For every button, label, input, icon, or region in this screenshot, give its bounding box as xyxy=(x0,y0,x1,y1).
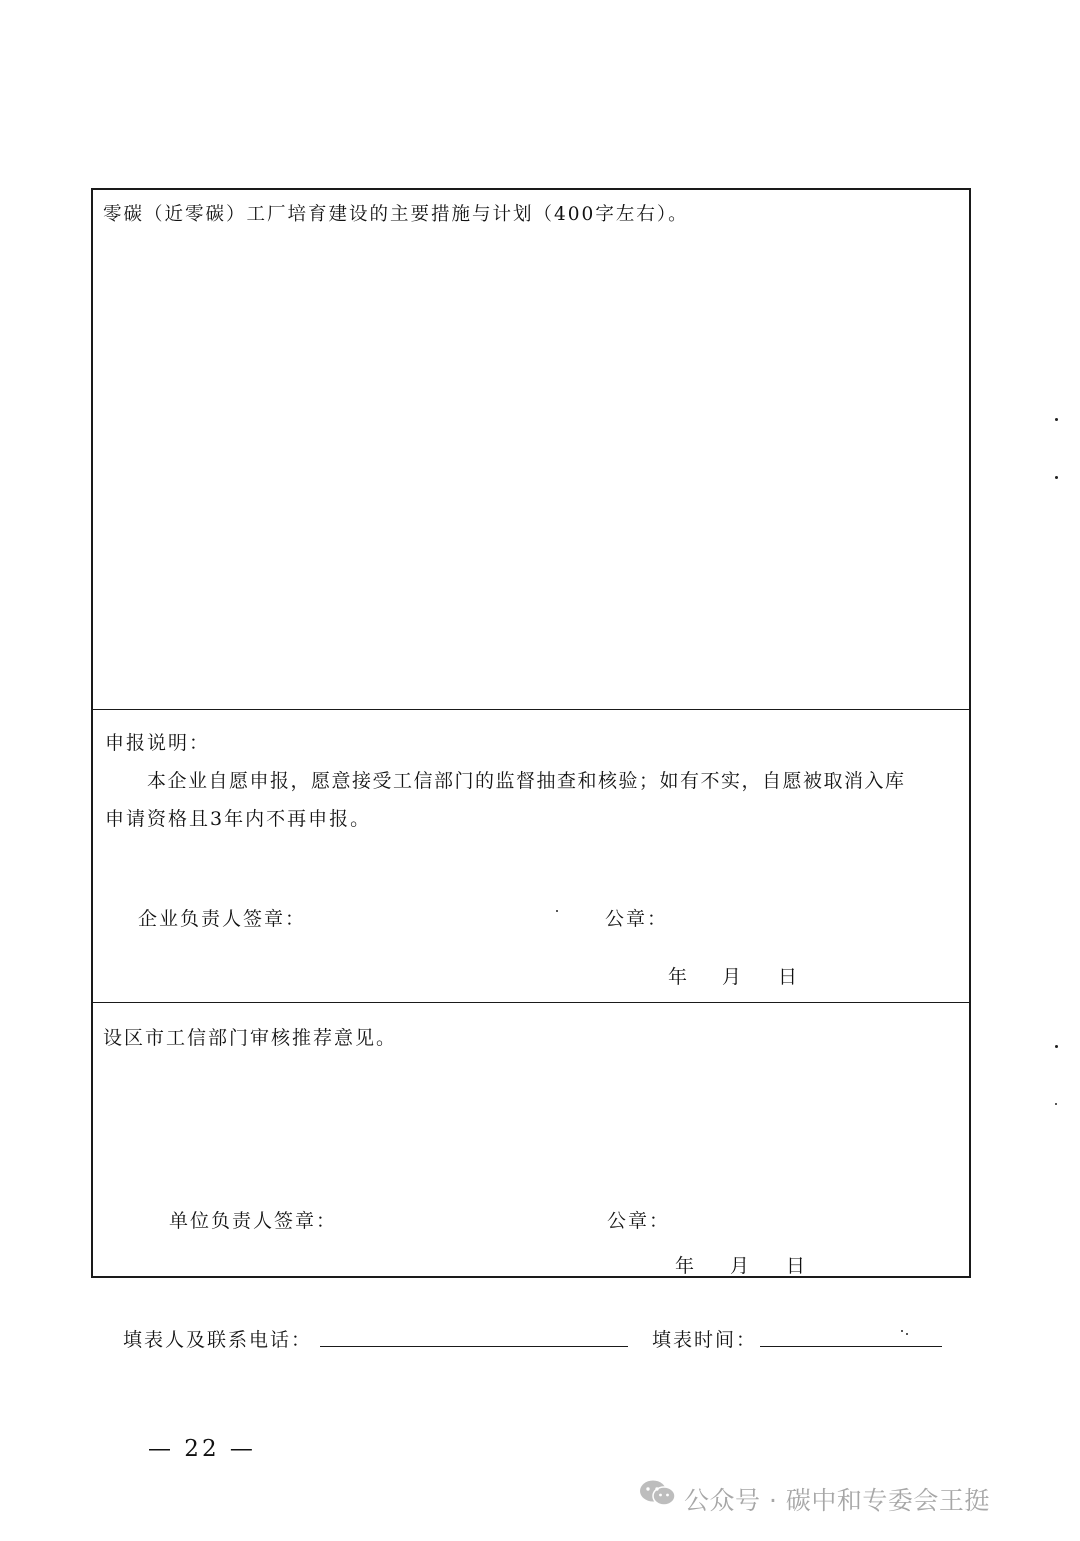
plan-section-heading: 零碳（近零碳）工厂培育建设的主要措施与计划（400字左右）。 xyxy=(103,204,689,225)
review-section xyxy=(93,1003,969,1276)
enterprise-date-day: 日 xyxy=(778,966,800,988)
scan-speck xyxy=(1055,418,1058,421)
scan-speck xyxy=(1055,1045,1058,1048)
declaration-body-line2: 申请资格且3年内不再申报。 xyxy=(105,808,372,830)
fill-time-label: 填表时间： xyxy=(652,1329,758,1351)
unit-signature-label: 单位负责人签章： xyxy=(169,1210,338,1232)
filler-underline xyxy=(320,1346,628,1347)
unit-seal-label: 公章： xyxy=(607,1210,671,1232)
wechat-icon xyxy=(638,1478,678,1508)
enterprise-date-month: 月 xyxy=(722,966,744,988)
unit-date-day: 日 xyxy=(786,1255,808,1277)
declaration-section xyxy=(93,710,969,1003)
unit-date-year: 年 xyxy=(675,1255,697,1277)
enterprise-date-year: 年 xyxy=(668,966,690,988)
scan-speck xyxy=(901,1330,903,1332)
enterprise-signature-label: 企业负责人签章： xyxy=(138,908,307,930)
page-number: — 22 — xyxy=(148,1436,256,1462)
scan-speck xyxy=(906,1333,908,1335)
fill-time-underline xyxy=(760,1346,942,1347)
application-form-table xyxy=(91,188,971,1278)
filler-label: 填表人及联系电话： xyxy=(123,1329,313,1351)
scan-speck xyxy=(556,910,558,912)
declaration-heading: 申报说明： xyxy=(105,732,211,754)
review-heading: 设区市工信部门审核推荐意见。 xyxy=(103,1027,398,1049)
enterprise-seal-label: 公章： xyxy=(605,908,669,930)
scan-speck xyxy=(1055,476,1058,479)
scan-speck xyxy=(1055,1103,1057,1105)
plan-section xyxy=(93,190,969,710)
unit-date-month: 月 xyxy=(730,1255,752,1277)
watermark-text: 公众号 · 碳中和专委会王挺 xyxy=(684,1486,990,1515)
declaration-body-line1: 本企业自愿申报，愿意接受工信部门的监督抽查和核验；如有不实，自愿被取消入库 xyxy=(147,770,906,792)
